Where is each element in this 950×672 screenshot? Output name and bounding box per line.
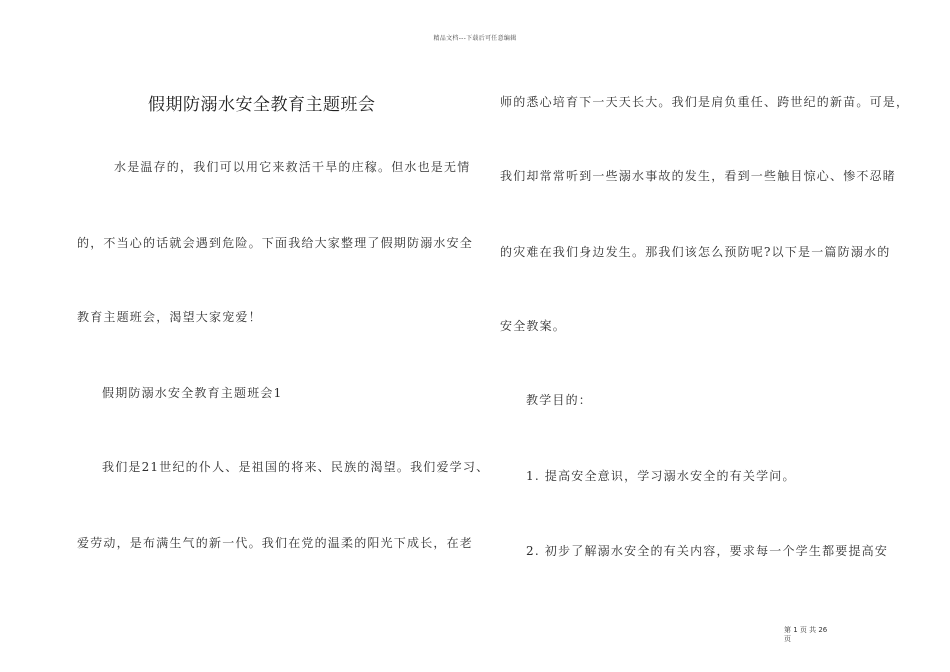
left-paragraph-line: 我们是21世纪的仆人、是祖国的将来、民族的渴望。我们爱学习、 bbox=[102, 460, 490, 474]
right-paragraph-line: 安全教案。 bbox=[500, 319, 567, 333]
page-number bbox=[784, 626, 832, 644]
page-number-label-cont: 页 bbox=[784, 635, 791, 643]
right-paragraph-line: 我们却常常听到一些溺水事故的发生，看到一些触目惊心、惨不忍睹 bbox=[500, 169, 897, 183]
document-title: 假期防溺水安全教育主题班会 bbox=[148, 95, 376, 115]
right-paragraph-line: 师的悉心培育下一天天长大。我们是肩负重任、跨世纪的新苗。可是， bbox=[500, 95, 910, 109]
left-paragraph-line: 水是温存的，我们可以用它来救活干旱的庄稼。但水也是无情 bbox=[114, 160, 471, 174]
objective-item: 1. 提高安全意识，学习溺水安全的有关学问。 bbox=[526, 469, 796, 483]
objective-item: 2. 初步了解溺水安全的有关内容，要求每一个学生都要提高安 bbox=[526, 544, 889, 558]
left-paragraph-line: 教育主题班会，渴望大家宠爱！ bbox=[77, 310, 262, 324]
right-paragraph-line: 的灾难在我们身边发生。那我们该怎么预防呢?以下是一篇防溺水的 bbox=[500, 245, 891, 259]
page-number-label: 第 1 页 共 26 bbox=[784, 626, 828, 634]
header-note: 精品文档---下载后可任意编辑 bbox=[433, 35, 517, 42]
section-heading: 假期防溺水安全教育主题班会1 bbox=[102, 386, 283, 400]
left-paragraph-line: 爱劳动，是布满生气的新一代。我们在党的温柔的阳光下成长，在老 bbox=[77, 536, 474, 550]
objectives-heading: 教学目的： bbox=[526, 393, 593, 407]
left-paragraph-line: 的，不当心的话就会遇到危险。下面我给大家整理了假期防溺水安全 bbox=[77, 236, 474, 250]
